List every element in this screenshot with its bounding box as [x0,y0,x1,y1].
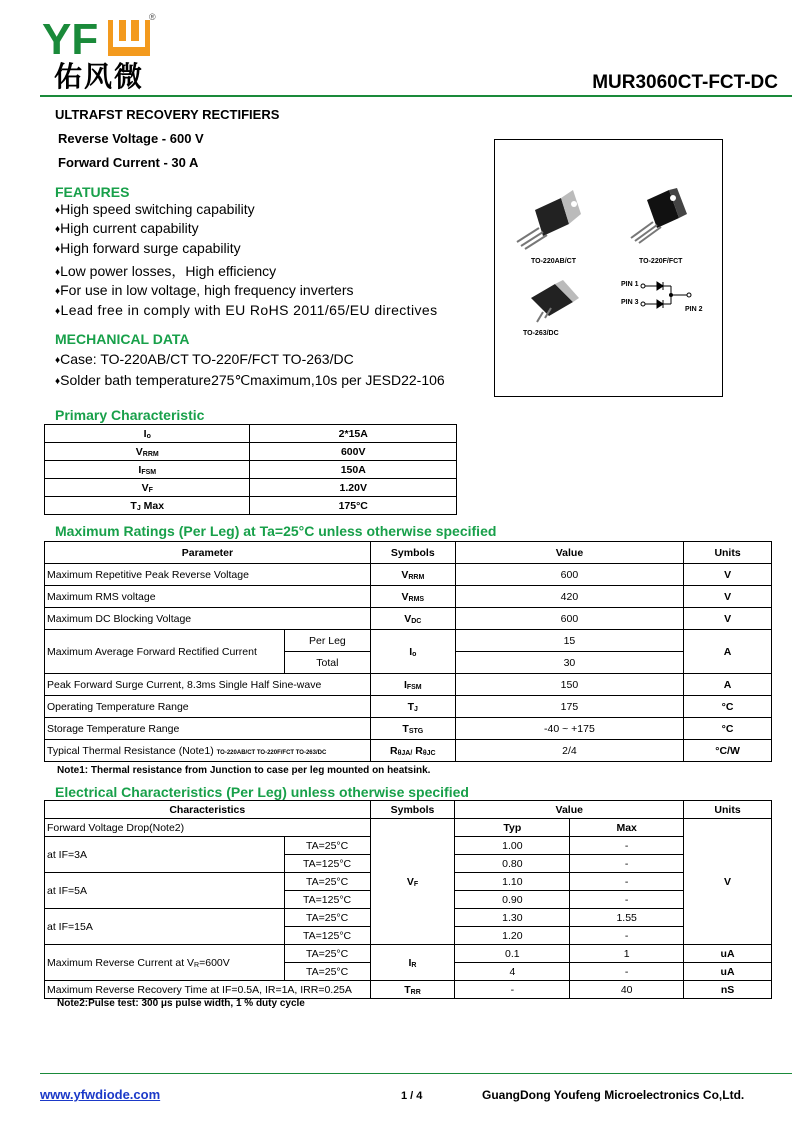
pin-2-label: PIN 2 [685,306,703,313]
header-divider [40,95,792,97]
footer-divider [40,1073,792,1074]
feature-item: ♦Low power losses，High efficiency [55,263,277,279]
table-row: at IF=3A TA=25°C 1.00 - [45,837,772,855]
footer-company-name: GuangDong Youfeng Microelectronics Co,Ltd. [482,1088,745,1102]
note-2: Note2:Pulse test: 300 μs pulse width, 1 % duty cycle [57,998,305,1009]
mechanical-item: ♦Case: TO-220AB/CT TO-220F/FCT TO-263/DC [55,351,354,367]
pin-1-label: PIN 1 [621,281,639,288]
table-row: Maximum Reverse Current at $V_R=600V$ TA=25°C $I_R$ 0.1 1 uA [45,945,772,963]
package-label-to263: TO-263/DC [523,330,559,337]
mechanical-item: ♦Solder bath temperature275℃maximum,10s per JESD22-106 [55,372,445,388]
table-row: Maximum Average Forward Rectified Current Per Leg $I_o$ 15 A [45,630,772,652]
table-row: Forward Voltage Drop(Note2) $V_F$ Typ Max V [45,819,772,837]
table-row: $V_F$ 1.20V [45,479,457,497]
table-row: Maximum DC Blocking Voltage $V_{DC}$ 600 V [45,608,772,630]
pin-3-label: PIN 3 [621,299,639,306]
registered-mark: ® [149,12,156,22]
table-row: $V_{RRM}$ 600V [45,443,457,461]
package-label-to220ab: TO-220AB/CT [531,258,576,265]
note-1: Note1: Thermal resistance from Junction to case per leg mounted on heatsink. [57,765,431,776]
table-row: TA=125°C 1.20 - [45,927,772,945]
features-heading: FEATURES [55,184,130,200]
table-row: at IF=15A TA=25°C 1.30 1.55 [45,909,772,927]
part-number: MUR3060CT-FCT-DC [592,72,778,93]
feature-item: ♦For use in low voltage, high frequency inverters [55,282,354,298]
mechanical-heading: MECHANICAL DATA [55,331,190,347]
feature-item: ♦High forward surge capability [55,240,241,256]
doc-title: ULTRAFST RECOVERY RECTIFIERS [55,107,280,122]
primary-table [44,424,457,515]
electrical-heading: Electrical Characteristics (Per Leg) unless otherwise specified [55,784,469,800]
package-drawings [495,140,724,398]
table-row: $I_o$ 2*15A [45,425,457,443]
spec-reverse-voltage: Reverse Voltage - 600 V [58,131,204,146]
table-row: TA=125°C 0.80 - [45,855,772,873]
table-row: Maximum Repetitive Peak Reverse Voltage $V_{RRM}$ 600 V [45,564,772,586]
package-outline-box [494,139,723,397]
feature-item: ♦High speed switching capability [55,201,255,217]
spec-forward-current: Forward Current - 30 A [58,155,199,170]
primary-heading: Primary Characteristic [55,407,205,423]
page-number: 1 / 4 [401,1090,423,1102]
table-row: Storage Temperature Range $T_{STG}$ -40 ~ +175 °C [45,718,772,740]
table-row: TA=125°C 0.90 - [45,891,772,909]
max-ratings-heading: Maximum Ratings (Per Leg) at Ta=25°C unless otherwise specified [55,523,497,539]
table-row: $I_{FSM}$ 150A [45,461,457,479]
table-row: at IF=5A TA=25°C 1.10 - [45,873,772,891]
table-row: $T_J$ Max 175°C [45,497,457,515]
logo-mark [42,14,154,58]
electrical-table [44,800,772,999]
feature-item: ♦Lead free in comply with EU RoHS 2011/65/EU directives [55,302,438,318]
max-ratings-table [44,541,772,762]
table-row: Total 30 [45,652,772,674]
table-row: TA=25°C 4 - uA [45,963,772,981]
svg-text:YF: YF [42,15,99,58]
table-row: Maximum RMS voltage $V_{RMS}$ 420 V [45,586,772,608]
table-header-row: Characteristics Symbols Value Units [45,801,772,819]
package-label-to220f: TO-220F/FCT [639,258,683,265]
table-row: Maximum Reverse Recovery Time at IF=0.5A, IR=1A, IRR=0.25A $T_{RR}$ - 40 nS [45,981,772,999]
footer-website-link[interactable]: www.yfwdiode.com [40,1087,161,1102]
feature-item: ♦High current capability [55,220,199,236]
logo-chinese-name: 佑风微 [54,60,145,93]
table-row: Peak Forward Surge Current, 8.3ms Single Half Sine-wave $I_{FSM}$ 150 A [45,674,772,696]
table-row: Typical Thermal Resistance (Note1) TO-220AB/CT TO-220F/FCT TO-263/DC $R_{\theta JA/}$ $R_{\theta JC}$ 2/4 °C/W [45,740,772,762]
table-row: Operating Temperature Range $T_J$ 175 °C [45,696,772,718]
table-header-row: Parameter Symbols Value Units [45,542,772,564]
